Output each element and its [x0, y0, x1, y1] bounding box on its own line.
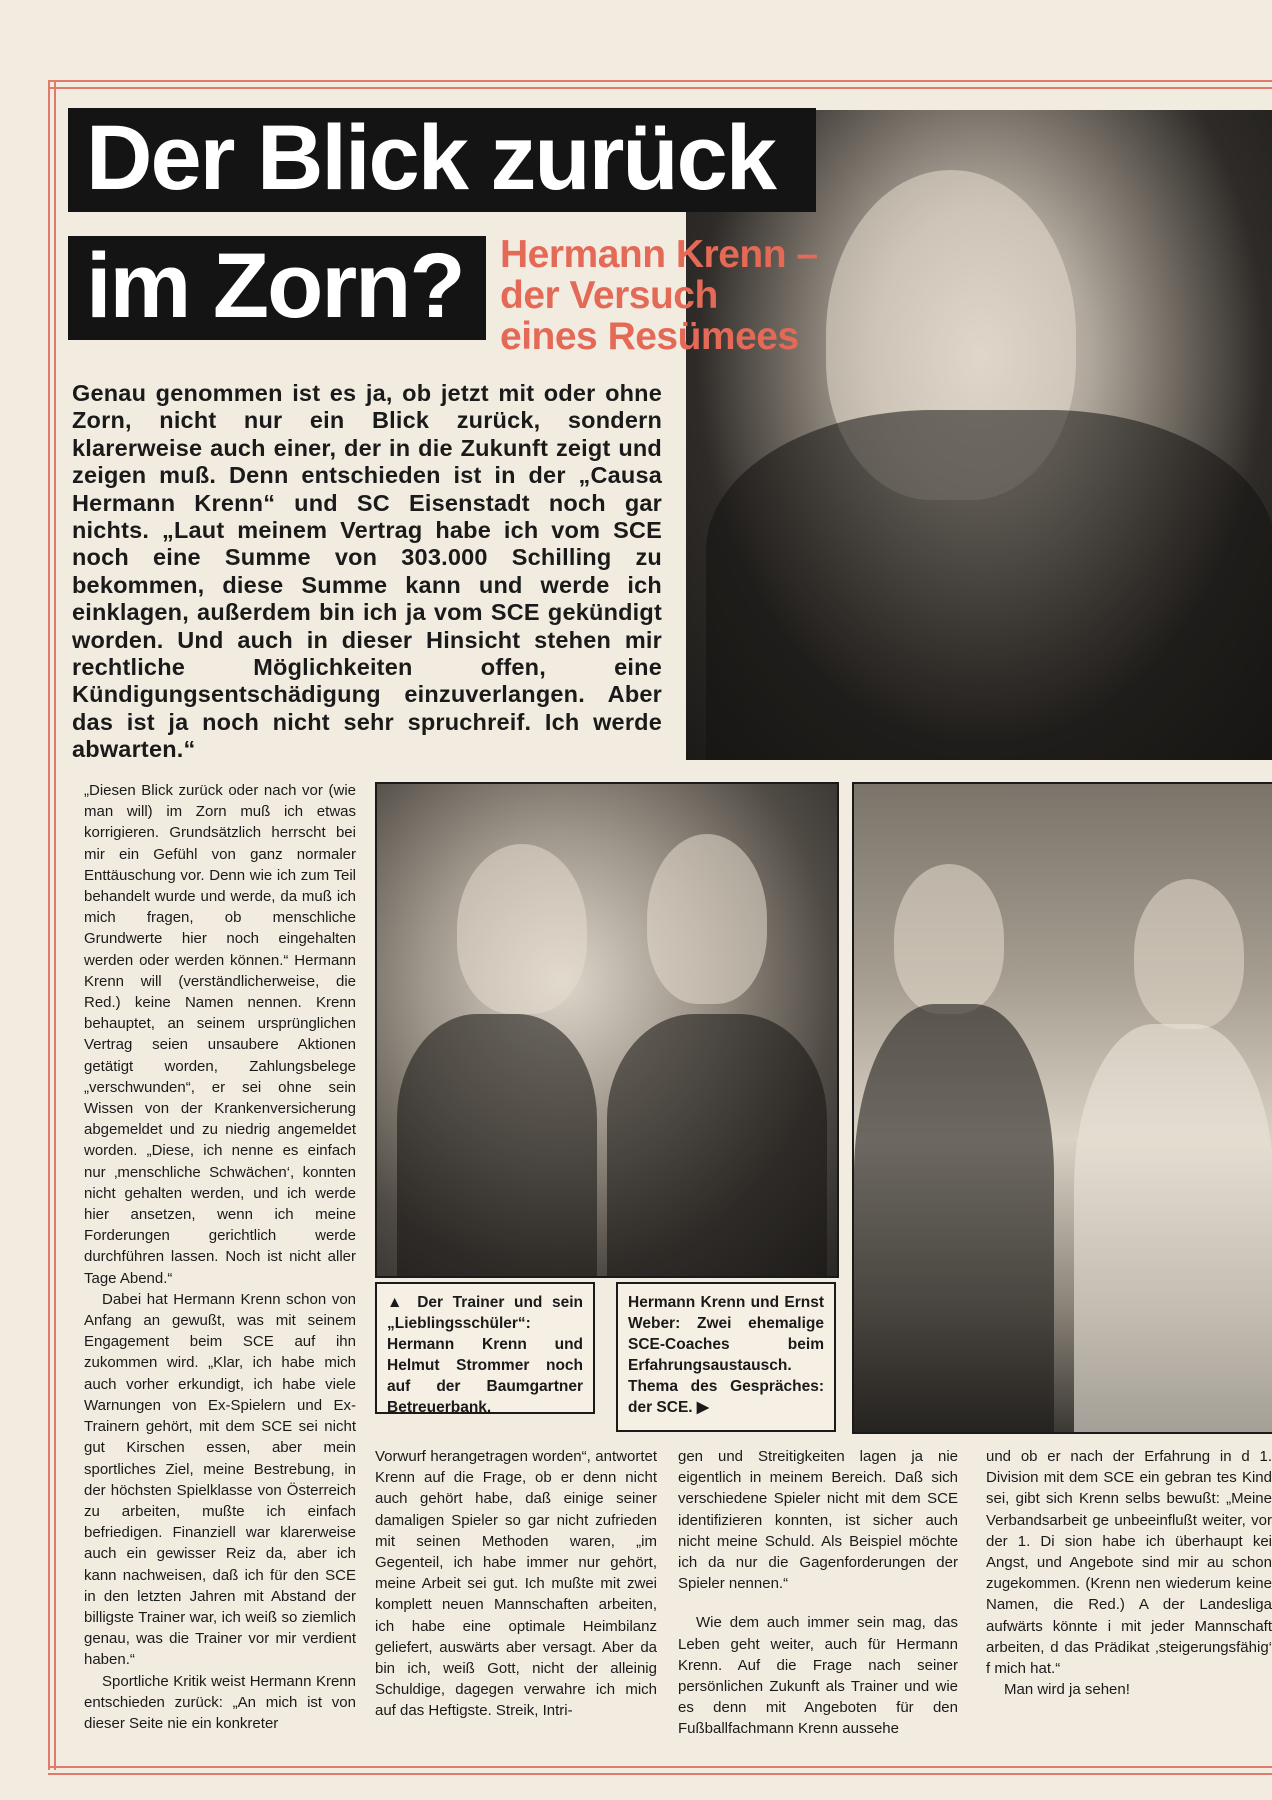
- article-column-3: [678, 1446, 958, 1740]
- article-column-1: [84, 780, 356, 1734]
- paragraph: und ob er nach der Erfahrung in d 1. Division mit dem SCE ein gebran tes Kind sei, gibt sich Krenn selbs bewußt: „Meine Verbandsarbeit ge unbeeinflußt weiter, vor der 1. Di sion habe ich überhaupt kei Angst, und Angebote sind mir au schon zugekommen. (Krenn nen wiederum keine Namen, die Red.) A der Landesliga aufwärts könnte i mit jeder Mannschaft arbeiten, d das Prädikat ‚steigerungsfähig‘ f mich hat.“: [986, 1448, 1272, 1678]
- paragraph: gen und Streitigkeiten lagen ja nie eigentlich in meinem Bereich. Daß sich verschiedene Spieler nicht mit dem SCE identifizieren konnten, ist sicher auch nicht meine Schuld. Als Beispiel möchte ich da nur die Gagenforderungen der Spieler nennen.“: [678, 1448, 958, 1593]
- photo-trainer-and-player: [375, 782, 839, 1278]
- paragraph: Vorwurf herangetragen worden“, antwortet Krenn auf die Frage, ob er denn nicht auch gehört habe, daß einige seiner damaligen Spieler so gar nicht zufrieden mit seinen Methoden waren, „im Gegenteil, ich habe immer nur gehört, meine Arbeit sei gut. Ich mußte mit zwei komplett neuen Mannschaften arbeiten, ich habe eine optimale Heimbilanz geliefert, auswärts aber versagt. Aber da bin ich, weiß Gott, nicht der alleinig Schuldige, dagegen verwahre ich mich auf das Heftigste. Streik, Intri-: [375, 1448, 657, 1720]
- photo-krenn-and-weber: [852, 782, 1272, 1434]
- page-frame-left: [48, 80, 56, 1770]
- paragraph: Wie dem auch immer sein mag, das Leben geht weiter, auch für Hermann Krenn. Auf die Frage nach seiner persönlichen Zukunft als Trainer und wie es denn mit Angeboten für den Fußballfachmann Krenn aussehe: [678, 1614, 958, 1738]
- photo-caption-left: ▲ Der Trainer und sein „Lieblingsschüler“: Hermann Krenn und Helmut Strommer noch auf der Baumgartner Betreuerbank.: [375, 1282, 595, 1414]
- lead-paragraph: Genau genommen ist es ja, ob jetzt mit oder ohne Zorn, nicht nur ein Blick zurück, sondern klarerweise auch einer, der in die Zukunft zeigt und zeigen muß. Denn entschieden ist in der „Causa Hermann Krenn“ und SC Eisenstadt noch gar nichts. „Laut meinem Vertrag habe ich vom SCE noch eine Summe von 303.000 Schilling zu bekommen, diese Summe kann und werde ich einklagen, außerdem bin ich ja vom SCE gekündigt worden. Und auch in dieser Hinsicht stehen mir rechtliche Möglichkeiten offen, eine Kündigungsentschädigung einzuverlangen. Aber das ist ja noch nicht sehr spruchreif. Ich werde abwarten.“: [72, 380, 662, 763]
- kicker-line-1: Hermann Krenn –: [500, 233, 818, 276]
- kicker-line-3: eines Resümees: [500, 315, 799, 358]
- headline-line-2: im Zorn?: [68, 236, 486, 340]
- paragraph: „Diesen Blick zurück oder nach vor (wie man will) im Zorn muß ich etwas korrigieren. Grundsätzlich herrscht bei mir ein Gefühl von ganz normaler Enttäuschung vor. Denn wie ich zum Teil behandelt wurde und werde, da muß ich mich fragen, ob menschliche Grundwerte hier noch eingehalten werden oder werden können.“ Hermann Krenn will (verständlicherweise, die Red.) keine Namen nennen. Krenn behauptet, an seinem ursprünglichen Vertrag seien unsaubere Aktionen getätigt worden, Zahlungsbelege „verschwunden“, er sei ohne sein Wissen von der Krankenversicherung abgemeldet und zu niedrig angemeldet worden. „Diese, ich nenne es einfach nur ‚menschliche Schwächen‘, konnten nicht gehalten werden, und ich werde hier ansetzen, wenn ich meine Forderungen gerichtlich werde durchführen lassen. Noch ist nicht aller Tage Abend.“: [84, 782, 356, 1287]
- closing-line: Man wird ja sehen!: [1004, 1681, 1130, 1699]
- page-frame-bottom: [48, 1766, 1272, 1775]
- article-column-4: [986, 1446, 1272, 1700]
- article-column-2: [375, 1446, 657, 1722]
- paragraph: Sportliche Kritik weist Hermann Krenn entschieden zurück: „An mich ist von dieser Seite nie ein konkreter: [84, 1672, 356, 1732]
- page-frame-top: [48, 80, 1272, 89]
- headline-line-1: Der Blick zurück: [68, 108, 816, 212]
- kicker: [500, 234, 830, 357]
- photo-caption-right: Hermann Krenn und Ernst Weber: Zwei ehemalige SCE-Coaches beim Erfahrungsaustausch. Thema des Gespräches: der SCE. ▶: [616, 1282, 836, 1432]
- paragraph: Dabei hat Hermann Krenn schon von Anfang an gewußt, was mit seinem Engagement beim SCE auf ihn zukommen wird. „Klar, ich habe mich auch vorher erkundigt, ich habe viele Warnungen von Ex-Spielern und Ex-Trainern gehört, mit dem SCE sei nicht gut Kirschen essen, aber mein sportliches Ziel, meine Bestrebung, in der höchsten Spielklasse von Österreich zu arbeiten, mußte ich einfach befriedigen. Finanziell war klarerweise auch ein gewisser Reiz da, aber ich kann nachweisen, daß ich für den SCE in den letzten Jahren mit Abstand der billigste Trainer war, ich weiß so ziemlich genau, was die Trainer vor mir verdient haben.“: [84, 1290, 356, 1669]
- kicker-line-2: der Versuch: [500, 274, 718, 317]
